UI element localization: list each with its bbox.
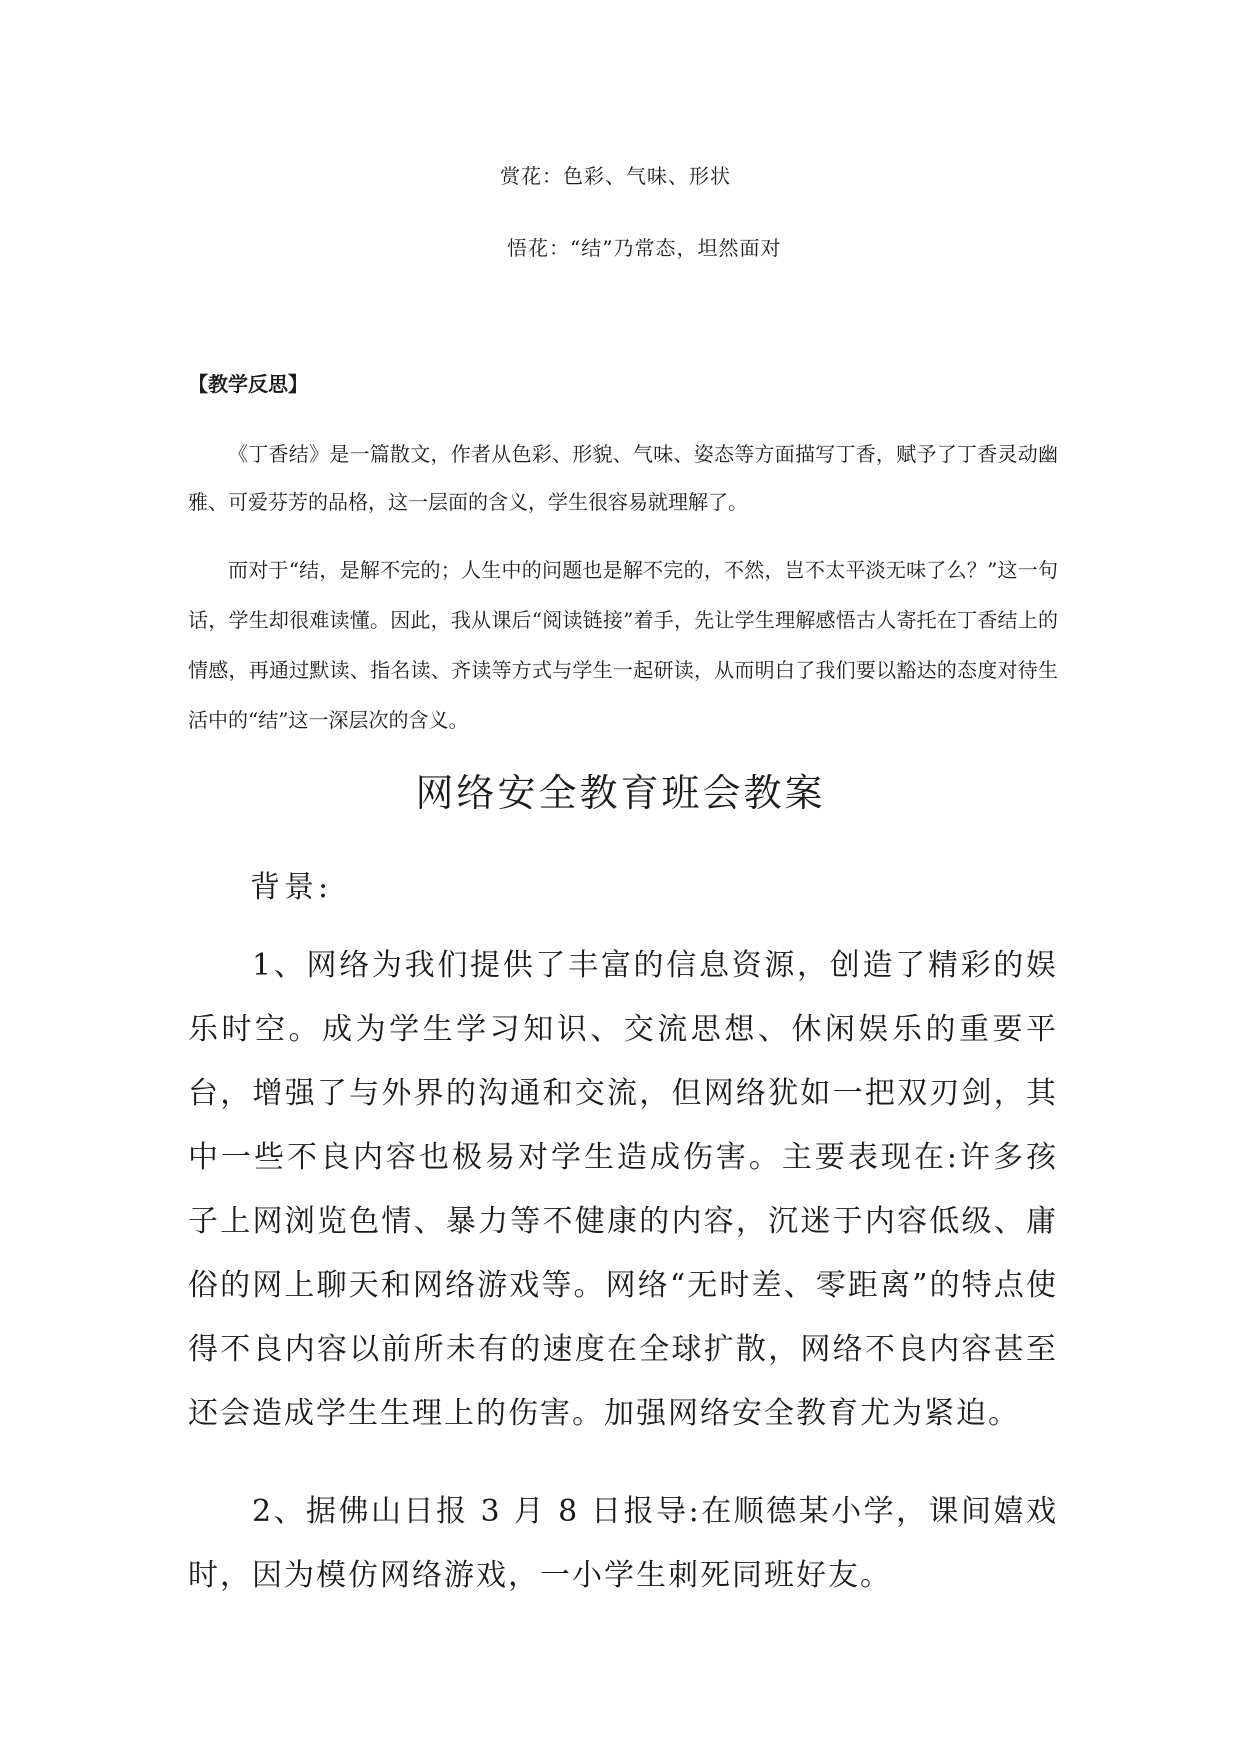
lesson-plan-title: 网络安全教育班会教案: [415, 771, 826, 815]
reflection-paragraph: 而对于“结，是解不完的；人生中的问题也是解不完的，不然，岂不太平淡无味了么？”这一句话，学生却很难读懂。因此，我从课后“阅读链接”着手，先让学生理解感悟古人寄托在丁香结上的情感，再通过默读、指名读、齐读等方式与学生一起研读，从而明白了我们要以豁达的态度对待生活中的“结”这一深层次的含义。: [188, 558, 1058, 732]
reflection-paragraph: 《丁香结》是一篇散文，作者从色彩、形貌、气味、姿态等方面描写丁香，赋予了丁香灵动幽雅、可爱芬芳的品格，这一层面的含义，学生很容易就理解了。: [188, 442, 1058, 514]
realize-flower-line: 悟花：“结”乃常态，坦然面对: [507, 236, 782, 260]
background-label: 背景:: [250, 870, 333, 905]
teaching-reflection-heading: 【教学反思】: [188, 372, 308, 396]
background-paragraph: 1、网络为我们提供了丰富的信息资源，创造了精彩的娱乐时空。成为学生学习知识、交流思想、休闲娱乐的重要平台，增强了与外界的沟通和交流，但网络犹如一把双刃剑，其中一些不良内容也极易对学生造成伤害。主要表现在:许多孩子上网浏览色情、暴力等不健康的内容，沉迷于内容低级、庸俗的网上聊天和网络游戏等。网络“无时差、零距离”的特点使得不良内容以前所未有的速度在全球扩散，网络不良内容甚至还会造成学生生理上的伤害。加强网络安全教育尤为紧迫。: [188, 948, 1058, 1431]
background-paragraph: 2、据佛山日报 3 月 8 日报导:在顺德某小学，课间嬉戏时，因为模仿网络游戏，一小学生刺死同班好友。: [188, 1494, 1058, 1593]
appreciate-flower-line: 赏花：色彩、气味、形状: [500, 164, 731, 188]
